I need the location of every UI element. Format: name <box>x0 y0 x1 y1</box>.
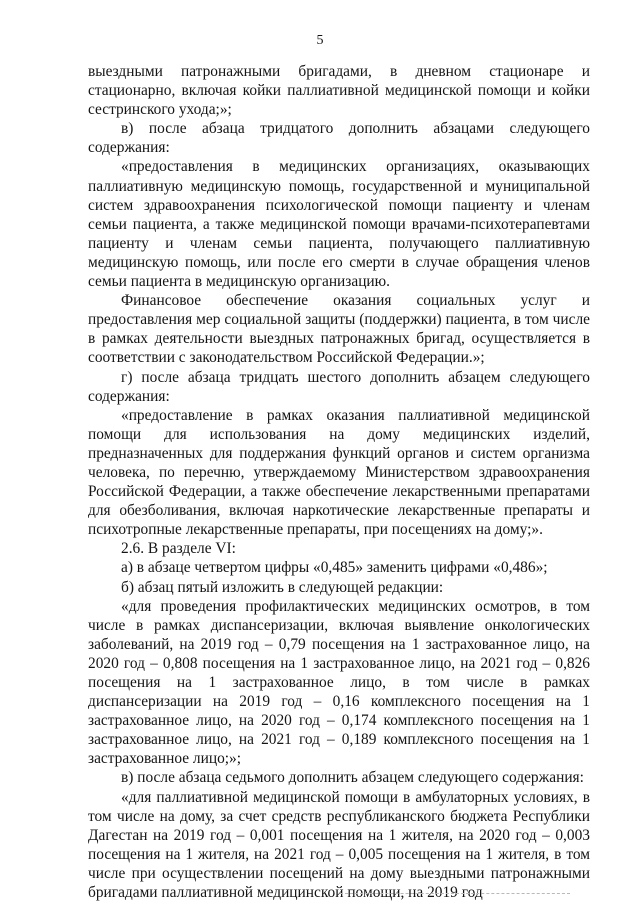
paragraph-continuation: выездными патронажными бригадами, в дневном стационаре и стационарно, включая койки паллиативной медицинской помощи и койки сестринского ухода;»; <box>88 63 590 119</box>
quoted-paragraph-psych-help: «предоставления в медицинских организациях, оказывающих паллиативную медицинскую помощь, государственной и муниципальной систем здравоохранения психологической помощи пациенту и членам семьи пациента, а также медицинской помощи врачами-психотерапевтами пациенту и членам семьи пациента, получающего паллиативную медицинскую помощь, или после его смерти в случае обращения членов семьи пациента в медицинскую организацию. <box>88 158 590 291</box>
quoted-paragraph-financing: Финансовое обеспечение оказания социальных услуг и предоставления мер социальной защиты (поддержки) пациента, в том числе в рамках деятельности выездных патронажных бригад, осуществляется в соответствии с законодательством Российской Федерации.»; <box>88 292 590 367</box>
quoted-paragraph-palliative-outpatient: «для паллиативной медицинской помощи в амбулаторных условиях, в том числе на дому, за счет средств республиканского бюджета Республики Дагестан на 2019 год – 0,001 посещения на 1 жителя, на 2020 год – 0,003 посещения на 1 жителя, на 2021 год – 0,005 посещения на 1 жителя, в том числе при осуществлении посещений на дому выездными патронажными бригадами паллиативной медицинской помощи, на 2019 год <box>88 788 590 902</box>
subclause-v-2: в) после абзаца седьмого дополнить абзацем следующего содержания: <box>121 769 584 787</box>
section-2-6-heading: 2.6. В разделе VI: <box>121 540 236 558</box>
subclause-v: в) после абзаца тридцатого дополнить абзацами следующего содержания: <box>88 120 590 157</box>
subclause-g: г) после абзаца тридцать шестого дополнить абзацем следующего содержания: <box>88 368 590 405</box>
subclause-b: б) абзац пятый изложить в следующей редакции: <box>121 578 444 596</box>
quoted-paragraph-medical-devices: «предоставление в рамках оказания паллиативной медицинской помощи для использования на дому медицинских изделий, предназначенных для поддержания функций органов и систем организма человека, по перечню, утверждаемому Министерством здравоохранения Российской Федерации, а также обеспечение лекарственными препаратами для обезболивания, включая наркотические лекарственные препараты и психотропные лекарственные препараты, при посещениях на дому;». <box>88 406 590 539</box>
quoted-paragraph-checkups: «для проведения профилактических медицинских осмотров, в том числе в рамках диспансеризации, включая выявление онкологических заболеваний, на 2019 год – 0,79 посещения на 1 застрахованное лицо, на 2020 год – 0,808 посещения на 1 застрахованное лицо, на 2021 год – 0,826 посещения на 1 застрахованное лицо, в том числе в рамках диспансеризации на 2019 год – 0,16 комплексного посещения на 1 застрахованное лицо, на 2020 год – 0,174 комплексного посещения на 1 застрахованное лицо, на 2021 год – 0,189 комплексного посещения на 1 застрахованное лицо;»; <box>88 597 590 768</box>
page-number: 5 <box>316 33 324 48</box>
scan-artifact-line <box>340 893 570 894</box>
document-body <box>88 62 590 902</box>
subclause-a: а) в абзаце четвертом цифры «0,485» заменить цифрами «0,486»; <box>121 559 548 577</box>
